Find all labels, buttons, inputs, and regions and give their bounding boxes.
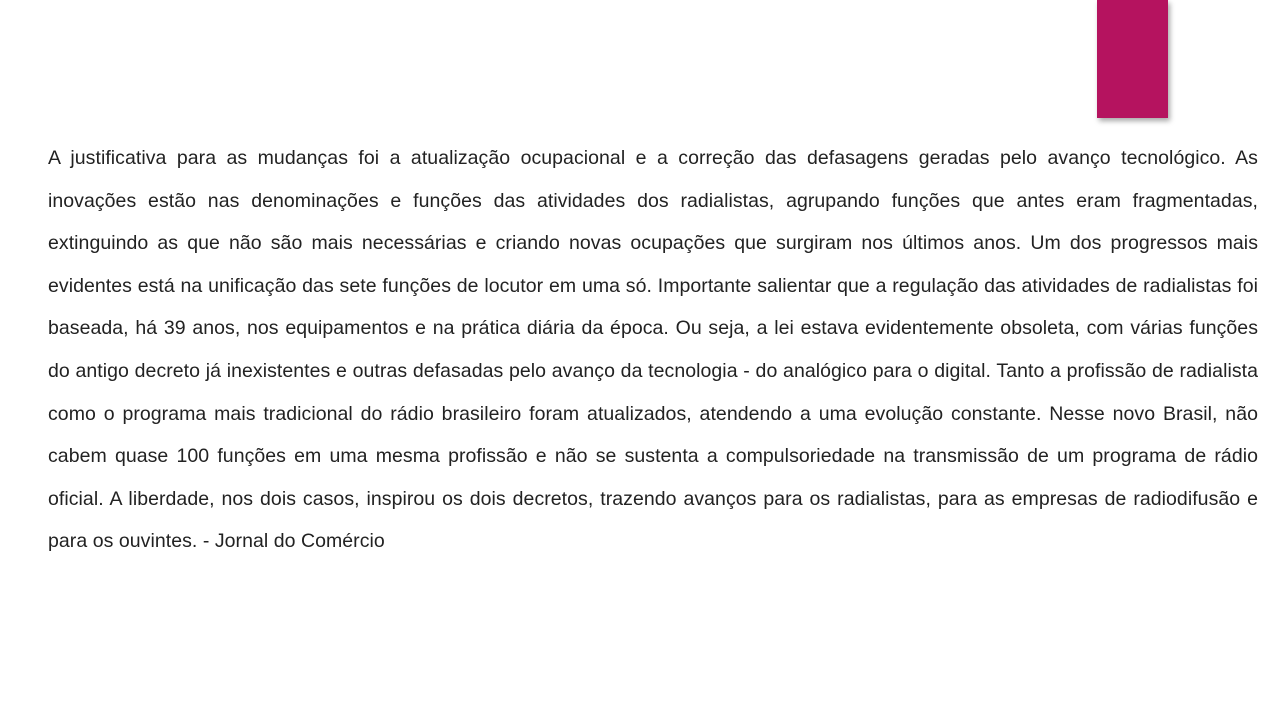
accent-bar-decoration <box>1097 0 1168 118</box>
body-paragraph: A justificativa para as mudanças foi a atualização ocupacional e a correção das defasagens geradas pelo avanço tecnológico. As inovações estão nas denominações e funções das atividades dos radialistas, agrupando funções que antes eram fragmentadas, extinguindo as que não são mais necessárias e criando novas ocupações que surgiram nos últimos anos. Um dos progressos mais evidentes está na unificação das sete funções de locutor em uma só. Importante salientar que a regulação das atividades de radialistas foi baseada, há 39 anos, nos equipamentos e na prática diária da época. Ou seja, a lei estava evidentemente obsoleta, com várias funções do antigo decreto já inexistentes e outras defasadas pelo avanço da tecnologia - do analógico para o digital. Tanto a profissão de radialista como o programa mais tradicional do rádio brasileiro foram atualizados, atendendo a uma evolução constante. Nesse novo Brasil, não cabem quase 100 funções em uma mesma profissão e não se sustenta a compulsoriedade na transmissão de um programa de rádio oficial. A liberdade, nos dois casos, inspirou os dois decretos, trazendo avanços para os radialistas, para as empresas de radiodifusão e para os ouvintes. - Jornal do Comércio <box>48 147 1258 553</box>
